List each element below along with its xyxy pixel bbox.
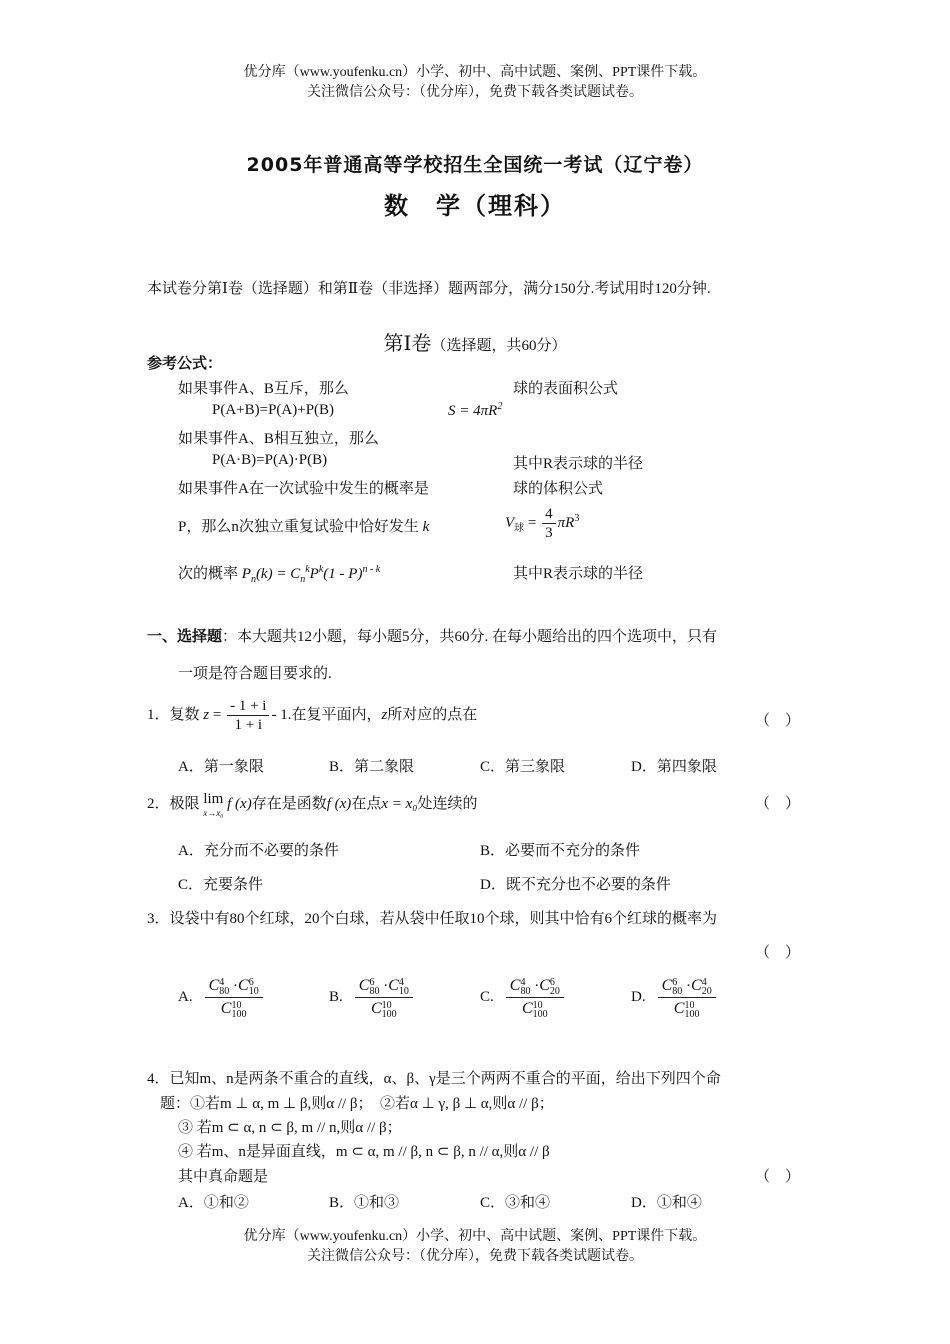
- q3-option-label: C.: [480, 989, 494, 1005]
- volume-sub: 球: [514, 522, 525, 534]
- q3-option-label: D.: [631, 989, 646, 1005]
- header-line-1: 优分库（www.youfenku.cn）小学、初中、高中试题、案例、PPT课件下载。: [243, 65, 707, 80]
- sphere-area-formula: S = 4πR: [448, 403, 498, 419]
- q3-numerator: C 6 80 ·C 4 10: [355, 975, 413, 998]
- q3-comb-1: C 4 80: [509, 976, 531, 997]
- q3-comb-den: C 10 100: [370, 999, 397, 1020]
- q3-answer-paren: （ ）: [755, 945, 801, 961]
- q3-comb-2: C 6 10: [238, 976, 259, 997]
- q3-option-fraction: [658, 975, 716, 1020]
- q2-fx: f (x): [227, 796, 252, 812]
- q3-option-c: [480, 975, 566, 1020]
- q4-line4: ④ 若m、n是异面直线，m ⊂ α, m // β, n ⊂ β, n // α,则α // β: [178, 1144, 550, 1160]
- sphere-area-exp: 2: [497, 401, 503, 412]
- q3-comb-1: C 6 80: [358, 976, 380, 997]
- part1-note: （选择题，共60分）: [431, 338, 567, 354]
- header-line-2: 关注微信公众号：（优分库），免费下载各类试题试卷。: [307, 85, 643, 100]
- intro-text: 本试卷分第Ⅰ卷（选择题）和第Ⅱ卷（非选择）题两部分，满分150分.考试用时120分钟.: [147, 281, 711, 297]
- q3-comb-den: C 10 100: [220, 999, 247, 1020]
- formula-r3: 其中R表示球的半径: [513, 456, 644, 472]
- q2-mid2: 在点: [351, 796, 382, 812]
- q1-option-b: B．第二象限: [329, 759, 415, 775]
- q3-denominator: [205, 998, 263, 1020]
- q3-numerator: C 4 80 ·C 6 10: [205, 975, 263, 998]
- q2-pre: 2．极限: [147, 796, 200, 812]
- q3-option-b: [329, 975, 415, 1020]
- q3-option-label: B.: [329, 989, 343, 1005]
- q2-post: 处连续的: [417, 796, 478, 812]
- formula-l5: 如果事件A在一次试验中发生的概率是: [178, 481, 429, 497]
- q1-stem: [147, 697, 477, 734]
- section1-line2: 一项是符合题目要求的.: [178, 666, 332, 682]
- q4-option-b: B．①和③: [329, 1195, 400, 1211]
- q2-mid: 存在是函数: [251, 796, 327, 812]
- q4-option-a: A．①和②: [178, 1195, 249, 1211]
- q3-comb-1: C 4 80: [208, 976, 230, 997]
- q1-fraction: [227, 697, 269, 734]
- q4-line2: 题：①若m ⊥ α, m ⊥ β,则α // β； ②若α ⊥ γ, β ⊥ α,则α // β；: [160, 1096, 554, 1112]
- q2-lim-sub: x→x₀: [203, 808, 224, 818]
- q3-comb-1: C 6 80: [661, 976, 683, 997]
- formulas-heading: 参考公式：: [147, 354, 223, 372]
- volume-tail: πR: [557, 514, 575, 531]
- q1-z2: z: [381, 706, 388, 723]
- q2-option-d: D．既不充分也不必要的条件: [480, 877, 671, 893]
- volume-eq: =: [527, 514, 537, 531]
- volume-num: 4: [542, 505, 556, 524]
- q2-limit: [203, 792, 223, 820]
- volume-fraction: [542, 505, 556, 542]
- q4-line5: 其中真命题是: [178, 1169, 269, 1185]
- formula-l6-k: k: [422, 519, 430, 535]
- formula-l6: [178, 515, 429, 536]
- formula-l7-text: 次的概率: [178, 566, 239, 582]
- volume-den: 3: [545, 525, 553, 541]
- q3-comb-2: C 4 20: [691, 976, 712, 997]
- formula-l2: P(A+B)=P(A)+P(B): [212, 402, 335, 418]
- q2-stem: [147, 792, 478, 820]
- q3-numerator: C 4 80 ·C 6 20: [506, 975, 564, 998]
- q4-option-c: C．③和④: [480, 1195, 551, 1211]
- page-title: 2005年普通高等学校招生全国统一考试（辽宁卷）: [246, 154, 704, 176]
- q3-denominator: [355, 998, 413, 1020]
- section1-line1: [147, 625, 717, 646]
- q4-option-d: D．①和④: [631, 1195, 702, 1211]
- q1-answer-paren: （ ）: [755, 713, 801, 729]
- q1-post2: 所对应的点在: [387, 706, 478, 723]
- q4-answer-paren: （ ）: [755, 1169, 801, 1185]
- q3-option-fraction: [205, 975, 263, 1020]
- q1-num: - 1 + i: [227, 697, 269, 716]
- footer-line-1: 优分库（www.youfenku.cn）小学、初中、高中试题、案例、PPT课件下载。: [243, 1229, 707, 1244]
- q3-stem: 3．设袋中有80个红球，20个白球，若从袋中任取10个球，则其中恰有6个红球的概率为: [147, 911, 718, 927]
- q3-option-fraction: [355, 975, 413, 1020]
- section1-text1: ：本大题共12小题，每小题5分，共60分. 在每小题给出的四个选项中，只有: [222, 629, 718, 645]
- q2-lim: lim: [203, 791, 224, 807]
- q1-pre: 1．复数: [147, 706, 200, 723]
- formula-l1: 如果事件A、B互斥，那么: [178, 381, 349, 397]
- sphere-volume-formula: [505, 505, 579, 542]
- part1-heading: [0, 327, 950, 356]
- formula-l4: P(A·B)=P(A)·P(B): [212, 452, 328, 468]
- formula-r2: [448, 401, 502, 420]
- q3-option-d: [631, 975, 718, 1020]
- q1-option-a: A．第一象限: [178, 759, 264, 775]
- q1-option-d: D．第四象限: [631, 759, 717, 775]
- formula-l3: 如果事件A、B相互独立，那么: [178, 431, 379, 447]
- q2-option-a: A．充分而不必要的条件: [178, 843, 339, 859]
- formula-r6: 其中R表示球的半径: [513, 566, 644, 582]
- binomial-formula: $P_n(k) = C_n^kP^k(1 - P)^{n - k}$: [241, 564, 381, 585]
- part1-label: 第Ⅰ卷: [383, 333, 432, 355]
- q2-answer-paren: （ ）: [755, 796, 801, 812]
- q1-post: - 1.在复平面内，: [271, 706, 382, 723]
- formula-r4: 球的体积公式: [513, 481, 604, 497]
- q4-line1: 4．已知m、n是两条不重合的直线，α、β、γ是三个两两不重合的平面，给出下列四个命: [147, 1071, 721, 1087]
- q4-line3: ③ 若m ⊂ α, n ⊂ β, m // n,则α // β；: [178, 1120, 402, 1136]
- q1-den: 1 + i: [234, 717, 263, 733]
- footer-line-2: 关注微信公众号：（优分库），免费下载各类试题试卷。: [307, 1249, 643, 1264]
- volume-exp: 3: [574, 512, 580, 524]
- formula-l6-text: P，那么n次独立重复试验中恰好发生: [178, 519, 419, 535]
- q2-point: x = x₀: [381, 796, 418, 812]
- formula-r1: 球的表面积公式: [513, 381, 619, 397]
- section1-head: 一、选择题: [147, 627, 223, 645]
- q1-option-c: C．第三象限: [480, 759, 566, 775]
- q3-comb-den: C 10 100: [521, 999, 548, 1020]
- q3-option-label: A.: [178, 989, 193, 1005]
- q3-comb-2: C 4 10: [388, 976, 409, 997]
- q2-option-b: B．必要而不充分的条件: [480, 843, 641, 859]
- q3-denominator: [506, 998, 564, 1020]
- formula-l7: [178, 562, 380, 585]
- q1-z: z: [203, 706, 210, 723]
- q3-option-a: [178, 975, 265, 1020]
- q3-numerator: C 6 80 ·C 4 20: [658, 975, 716, 998]
- q2-fx2: f (x): [326, 796, 352, 812]
- page-subtitle: 数 学（理科）: [384, 192, 566, 220]
- q2-option-c: C．充要条件: [178, 877, 264, 893]
- q3-comb-den: C 10 100: [673, 999, 700, 1020]
- q1-eq: =: [212, 706, 222, 723]
- q3-denominator: [658, 998, 716, 1020]
- volume-v: V: [505, 514, 515, 531]
- q3-comb-2: C 6 20: [539, 976, 560, 997]
- q3-option-fraction: [506, 975, 564, 1020]
